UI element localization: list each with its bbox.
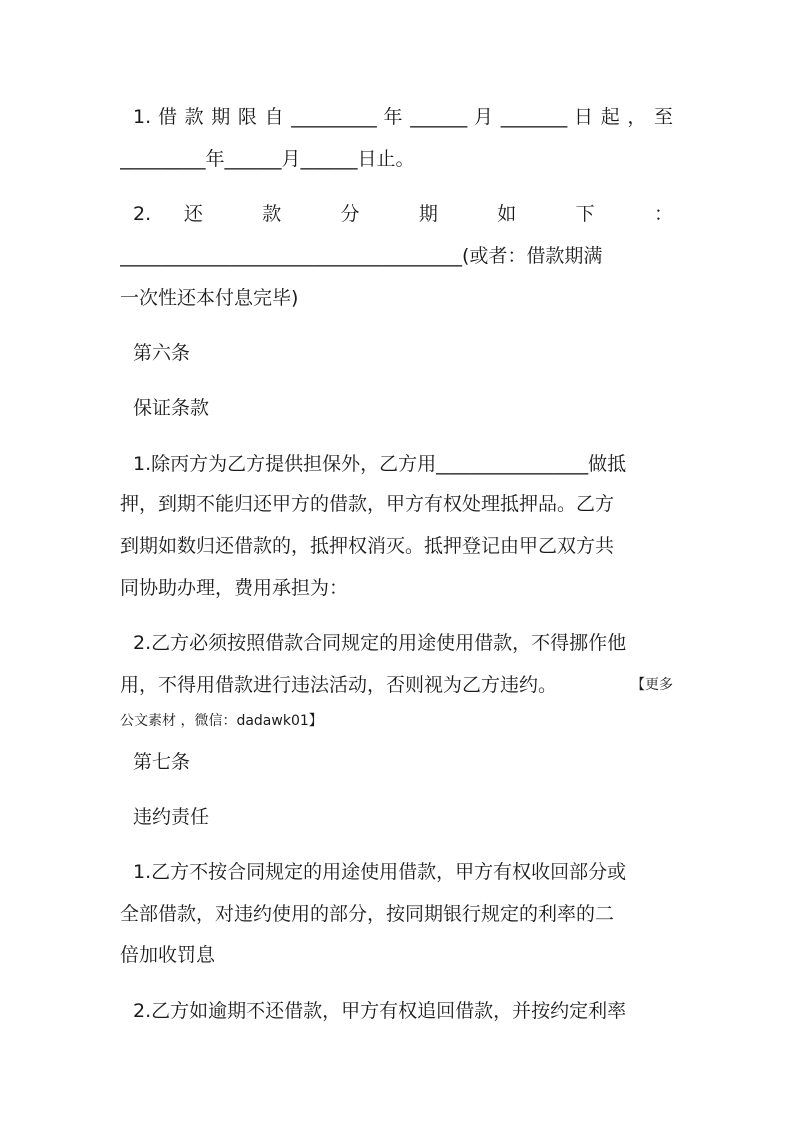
clause-5-item-1-line-1: 1. 借 款 期 限 自 _________ 年 ______ 月 _______ 日 起 ， 至: [133, 106, 673, 128]
article-6-item-2-text: 用，不得用借款进行违法活动，否则视为乙方违约。: [120, 674, 558, 696]
article-6-item-2-line-2: [120, 673, 673, 697]
article-7-item-2-line-1: 2.乙方如逾期不还借款，甲方有权追回借款，并按约定利率: [133, 1000, 627, 1022]
article-7-item-1-line-2: 全部借款，对违约使用的部分，按同期银行规定的利率的二: [120, 903, 615, 925]
article-7-item-1-line-1: 1.乙方不按合同规定的用途使用借款，甲方有权收回部分或: [133, 861, 627, 883]
clause-5-item-1-line-2: _________年______月______日止。: [120, 148, 415, 170]
article-6-item-1-line-4: 同协助办理，费用承担为：: [120, 577, 349, 599]
article-6-item-1-line-3: 到期如数归还借款的，抵押权消灭。抵押登记由甲乙双方共: [120, 535, 615, 557]
clause-5-item-2-line-1: 2. 还 款 分 期 如 下 ：: [133, 203, 673, 225]
article-6-item-1-line-1: 1.除丙方为乙方提供担保外，乙方用________________做抵: [133, 453, 627, 475]
clause-5-item-2-line-2: ____________________________________(或者：借款期满: [120, 245, 603, 267]
article-6-item-2-line-1: 2.乙方必须按照借款合同规定的用途使用借款，不得挪作他: [133, 632, 627, 654]
article-7-title: 违约责任: [133, 806, 210, 828]
clause-5-item-2-line-3: 一次性还本付息完毕): [120, 287, 299, 309]
article-6-item-1-line-2: 押，到期不能归还甲方的借款，甲方有权处理抵押品。乙方: [120, 493, 615, 515]
article-6-heading: 第六条: [133, 342, 191, 364]
article-7-heading: 第七条: [133, 751, 191, 773]
article-6-title: 保证条款: [133, 397, 210, 419]
promo-note: 公文素材 ，微信：dadawk01】: [120, 713, 323, 729]
promo-note-start: 【更多: [631, 677, 673, 693]
article-7-item-1-line-3: 倍加收罚息: [120, 944, 216, 966]
